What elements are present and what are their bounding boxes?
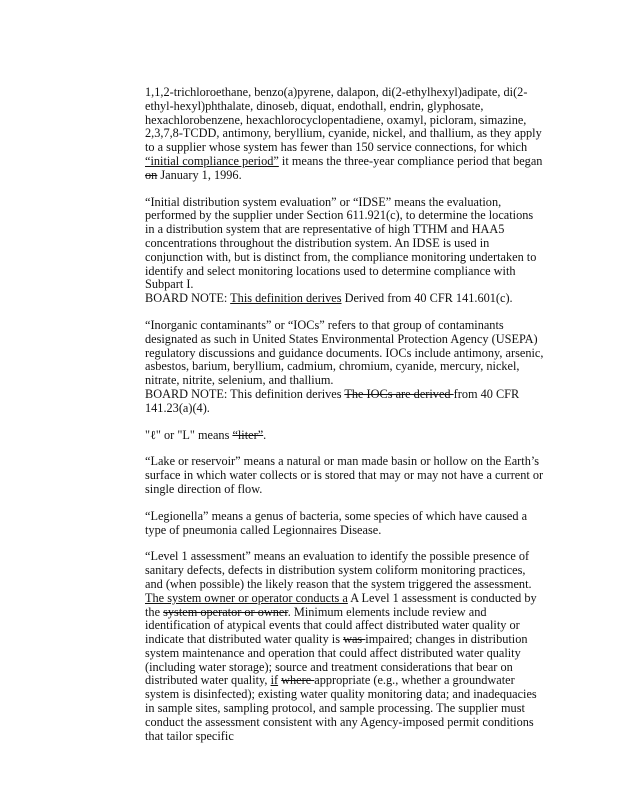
text: “Lake or reservoir” means a natural or man made basin or hollow on the Earth’s surface in which water collects or is stored that may or may not have a current or single direction of flow. [145,454,544,496]
text: from 40 CFR 141.23(a)(4). [145,386,520,415]
text: “Initial distribution system evaluation” or “IDSE” means the evaluation, performed by the supplier under Section 611.921(c), to determine the locations in a distribution system that are representative of high TTHM and HAA5 concentrations throughout the distribution system. An IDSE is used in conjunction with, but is distinct from, the compliance monitoring undertaken to identify and select monitoring locations used to determine compliance with Subpart I. [145,194,537,292]
text: . [263,427,267,442]
text: Derived from 40 CFR 141.601(c). [341,291,513,306]
inserted-text: The system owner or operator conducts a [145,590,348,605]
text: impaired; changes in distribution system maintenance and operation that could affect distributed water quality (including water storage); source and treatment considerations that bear on distributed water quality, [145,632,528,688]
inserted-text: This definition derives [230,291,342,306]
text: it means the three-year compliance period that began [278,153,543,168]
deleted-text: where [281,673,315,688]
text: A Level 1 assessment is conducted by the [145,590,537,619]
text: BOARD NOTE: This definition derives [145,386,345,401]
text: BOARD NOTE: [145,291,231,306]
inserted-text: if [270,673,279,688]
deleted-text: “liter” [232,427,264,442]
text: “Legionella” means a genus of bacteria, some species of which have caused a type of pneumonia called Legionnaires Disease. [145,508,528,537]
board-note-idse [145,292,545,306]
deleted-text: was [343,632,366,647]
paragraph-lake-reservoir [145,455,545,496]
text: “Level 1 assessment” means an evaluation to identify the possible presence of sanitary defects, defects in distribution system coliform monitoring practices, and (when possible) the likely reason that the system triggered the assessment. [145,549,532,591]
text: . Minimum elements include review and identification of atypical events that could affect distributed water quality or indicate that distributed water quality is [145,604,520,647]
deleted-text: on [145,167,158,182]
paragraph-liter [145,429,545,443]
text: appropriate (e.g., whether a groundwater system is disinfected); existing water quality monitoring data; and inadequacies in sample sites, sampling protocol, and sample processing. The supplier must conduct the assessment consistent with any Agency-imposed permit conditions that tailor specific [145,673,537,743]
deleted-text: system operator or owner [163,604,288,619]
board-note-iocs [145,388,545,416]
text: "ℓ" or "L" means [145,427,233,442]
text: “Inorganic contaminants” or “IOCs” refers to that group of contaminants designated as such in United States Environmental Protection Agency (USEPA) regulatory discussions and guidance documents. IOCs include antimony, arsenic, asbestos, barium, beryllium, cadmium, chromium, cyanide, mercury, nickel, nitrate, nitrite, selenium, and thallium. [145,317,544,388]
text: January 1, 1996. [157,167,242,182]
inserted-text: “initial compliance period” [145,153,279,168]
document-page [145,86,545,756]
paragraph-legionella [145,510,545,538]
text: 1,1,2-trichloroethane, benzo(a)pyrene, dalapon, di(2-ethylhexyl)adipate, di(2-ethyl-hexyl)phthalate, dinoseb, diquat, endothall, endrin, glyphosate, hexachlorobenzene, hexachlorocyclopentadiene, oxamyl, picloram, simazine, 2,3,7,8-TCDD, antimony, beryllium, cyanide, nickel, and thallium, as they apply to a supplier whose system has fewer than 150 service connections, for which [145,85,542,155]
deleted-text: The IOCs are derived [344,386,454,401]
paragraph-compliance-period [145,86,545,183]
paragraph-iocs [145,319,545,388]
paragraph-level1-assessment [145,550,545,743]
paragraph-idse [145,196,545,293]
